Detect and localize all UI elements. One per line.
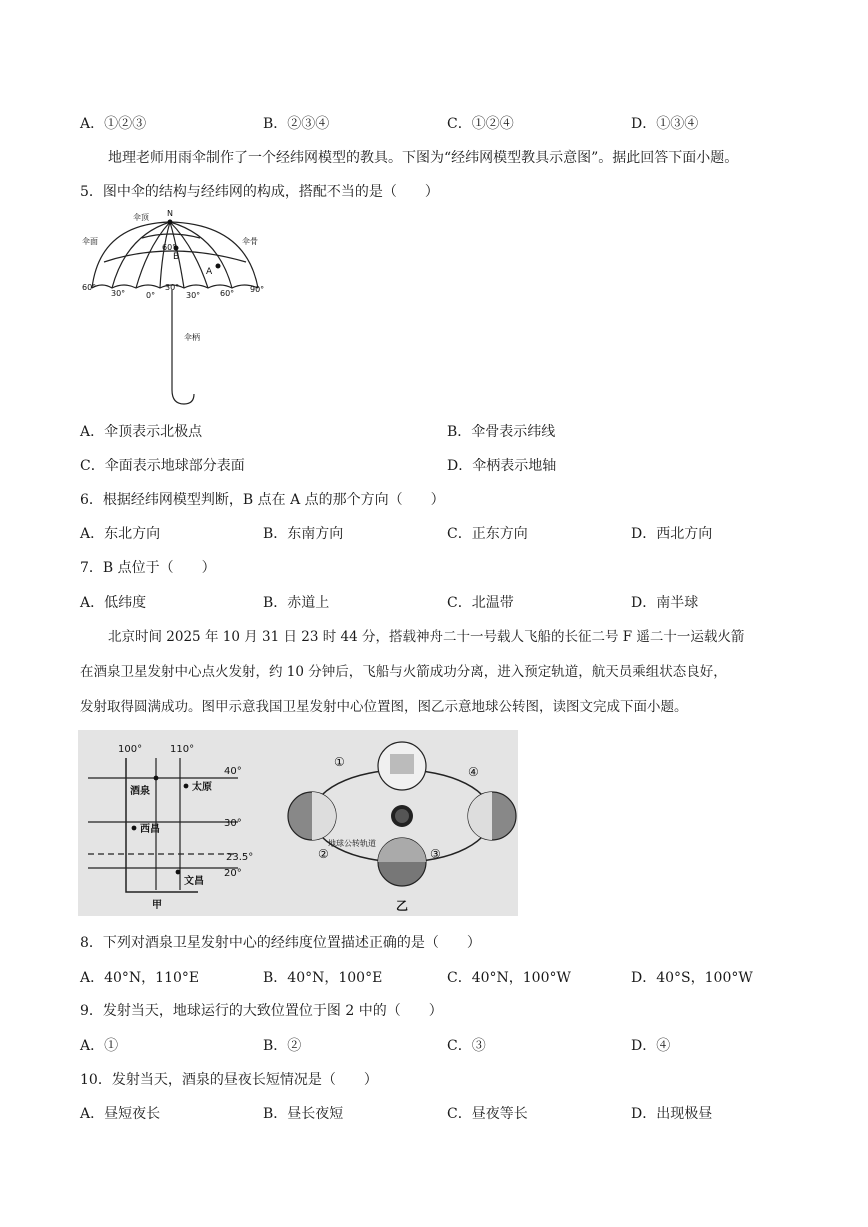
point-a-label: A: [206, 267, 213, 277]
earth-top: [378, 742, 426, 790]
q5-option-b: B．伞骨表示纬线: [447, 424, 556, 440]
lat-40-label: 40°: [224, 766, 242, 777]
position-2-label: ②: [318, 847, 329, 861]
q6-stem: 6．根据经纬网模型判断，B 点在 A 点的那个方向（ ）: [80, 492, 445, 508]
q5-option-c: C．伞面表示地球部分表面: [80, 458, 245, 474]
figure-yi-label: 乙: [396, 899, 409, 913]
lon-label-7: 90°: [250, 285, 265, 294]
lat-30-label: 30°: [224, 818, 242, 829]
umbrella-face-label: 伞面: [82, 237, 98, 246]
q9-option-a: A．①: [80, 1038, 119, 1054]
q6-option-b: B．东南方向: [263, 526, 344, 542]
q7-stem: 7．B 点位于（ ）: [80, 560, 216, 576]
handle-label: 伞柄: [184, 333, 200, 342]
q4-option-c: C．①②④: [447, 116, 514, 132]
intro-paragraph-2-line-1: 北京时间 2025 年 10 月 31 日 23 时 44 分，搭载神舟二十一号载人飞船的长征二号 F 遥二十一运载火箭: [108, 629, 745, 645]
launch-site-figure: [78, 730, 518, 916]
lat-20-label: 20°: [224, 868, 242, 879]
q9-option-c: C．③: [447, 1038, 486, 1054]
intro-paragraph-1: 地理老师用雨伞制作了一个经纬网模型的教具。下图为“经纬网模型教具示意图”。据此回答下面小题。: [108, 150, 739, 166]
lon-100-label: 100°: [118, 744, 143, 755]
lon-label-1: 60°: [82, 283, 97, 292]
wenchang-label: 文昌: [184, 876, 204, 887]
q9-option-d: D．④: [631, 1038, 671, 1054]
lat-23-5-label: 23.5°: [226, 852, 254, 863]
taiyuan-label: 太原: [192, 782, 212, 793]
q6-option-c: C．正东方向: [447, 526, 528, 542]
q8-option-a: A．40°N，110°E: [80, 970, 200, 986]
q8-option-c: C．40°N，100°W: [447, 970, 571, 986]
q4-option-d: D．①③④: [631, 116, 699, 132]
q4-option-a: A．①②③: [80, 116, 147, 132]
q10-stem: 10．发射当天，酒泉的昼夜长短情况是（ ）: [80, 1072, 378, 1088]
jiuquan-label: 酒泉: [130, 786, 150, 797]
intro-paragraph-2-line-3: 发射取得圆满成功。图甲示意我国卫星发射中心位置图，图乙示意地球公转图，读图文完成下面小题。: [80, 699, 688, 715]
lat-60-label: 60°: [162, 243, 177, 252]
q7-option-b: B．赤道上: [263, 595, 330, 611]
xichang-label: 西昌: [140, 824, 160, 835]
lon-label-4: 30°: [165, 283, 180, 292]
intro-paragraph-2-line-2: 在酒泉卫星发射中心点火发射，约 10 分钟后，飞船与火箭成功分离，进入预定轨道，航天员乘组状态良好，: [80, 664, 727, 680]
q5-option-d: D．伞柄表示地轴: [447, 458, 557, 474]
position-4-label: ④: [468, 765, 479, 779]
north-label: N: [167, 209, 173, 218]
q8-option-d: D．40°S，100°W: [631, 970, 753, 986]
lon-label-6: 60°: [220, 289, 235, 298]
umbrella-top-label: 伞顶: [133, 213, 149, 222]
lon-label-2: 30°: [111, 289, 126, 298]
q10-option-b: B．昼长夜短: [263, 1106, 344, 1122]
position-1-label: ①: [334, 755, 345, 769]
lon-label-3: 0°: [146, 291, 156, 300]
point-b-label: B: [173, 252, 180, 262]
figure-jia-label: 甲: [152, 900, 162, 911]
orbit-label: 地球公转轨道: [328, 839, 376, 848]
earth-left: [288, 792, 336, 840]
q7-option-a: A．低纬度: [80, 595, 147, 611]
q8-option-b: B．40°N，100°E: [263, 970, 383, 986]
lon-110-label: 110°: [170, 744, 195, 755]
q6-option-d: D．西北方向: [631, 526, 713, 542]
q4-option-b: B．②③④: [263, 116, 330, 132]
q6-option-a: A．东北方向: [80, 526, 161, 542]
q10-option-d: D．出现极昼: [631, 1106, 713, 1122]
q9-stem: 9．发射当天，地球运行的大致位置位于图 2 中的（ ）: [80, 1003, 443, 1019]
q8-stem: 8．下列对酒泉卫星发射中心的经纬度位置描述正确的是（ ）: [80, 935, 481, 951]
q5-stem: 5．图中伞的结构与经纬网的构成，搭配不当的是（ ）: [80, 184, 439, 200]
earth-bottom: [378, 838, 426, 886]
q9-option-b: B．②: [263, 1038, 302, 1054]
umbrella-figure: [78, 206, 273, 414]
position-3-label: ③: [430, 847, 441, 861]
q10-option-a: A．昼短夜长: [80, 1106, 161, 1122]
lon-label-5: 30°: [186, 291, 201, 300]
q7-option-d: D．南半球: [631, 595, 699, 611]
q5-option-a: A．伞顶表示北极点: [80, 424, 203, 440]
q10-option-c: C．昼夜等长: [447, 1106, 528, 1122]
earth-right: [468, 792, 516, 840]
q7-option-c: C．北温带: [447, 595, 514, 611]
umbrella-rib-label: 伞骨: [242, 237, 258, 246]
